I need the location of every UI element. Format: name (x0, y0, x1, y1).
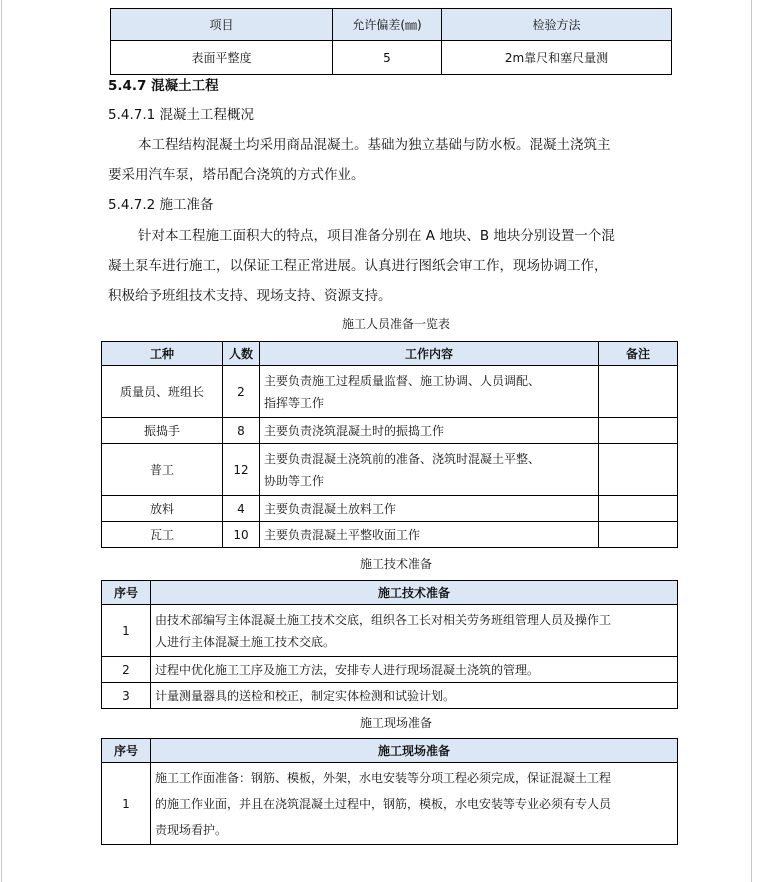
paragraph-line: 积极给予班组技术支持、现场支持、资源支持。 (108, 288, 392, 304)
table-cell: 8 (223, 418, 260, 444)
table-cell: 2m靠尺和塞尺量测 (442, 41, 672, 75)
paragraph-line: 针对本工程施工面积大的特点，项目准备分别在 A 地块、B 地块分别设置一个混 (138, 228, 615, 244)
table-caption: 施工技术准备 (360, 557, 433, 571)
cell-line: 主要负责施工过程质量监督、施工协调、人员调配、 (264, 373, 541, 388)
table-caption: 施工人员准备一览表 (342, 317, 451, 331)
cell-line: 施工工作面准备：钢筋、模板，外架，水电安装等分项工程必须完成，保证混凝土工程 (155, 770, 612, 785)
table-cell (151, 763, 678, 845)
cell-line: 由技术部编写主体混凝土施工技术交底，组织各工长对相关劳务班组管理人员及操作工 (155, 612, 612, 627)
table-row (102, 444, 678, 496)
header-tech-prep: 施工技术准备 (151, 581, 678, 605)
table-cell: 普工 (102, 444, 223, 496)
table-cell: 3 (102, 683, 151, 709)
cell-line: 指挥等工作 (264, 395, 325, 410)
table-cell: 过程中优化施工工序及施工方法，安排专人进行现场混凝土浇筑的管理。 (151, 657, 678, 683)
table-cell: 主要负责浇筑混凝土时的振捣工作 (260, 418, 599, 444)
table-cell: 10 (223, 522, 260, 548)
cell-line: 主要负责混凝土浇筑前的准备、浇筑时混凝土平整、 (264, 451, 541, 466)
table-row (102, 418, 678, 444)
table-cell: 振捣手 (102, 418, 223, 444)
header-tolerance: 允许偏差(㎜) (333, 9, 442, 41)
paragraph-line: 凝土泵车进行施工，以保证工程正常进展。认真进行图纸会审工作，现场协调工作， (108, 258, 608, 274)
paragraph-line: 要采用汽车泵，塔吊配合浇筑的方式作业。 (108, 167, 365, 183)
table-cell (599, 496, 678, 522)
table-row (102, 605, 678, 657)
table-cell: 2 (223, 366, 260, 418)
header-count: 人数 (223, 342, 260, 366)
table-row (102, 496, 678, 522)
table-row (102, 657, 678, 683)
table-cell: 主要负责混凝土平整收面工作 (260, 522, 599, 548)
cell-line: 人进行主体混凝土施工技术交底。 (155, 634, 336, 649)
table-cell (260, 444, 599, 496)
header-no: 序号 (102, 581, 151, 605)
table-cell: 主要负责混凝土放料工作 (260, 496, 599, 522)
table-cell: 瓦工 (102, 522, 223, 548)
header-remark: 备注 (599, 342, 678, 366)
header-item: 项目 (111, 9, 333, 41)
subsection-heading: 5.4.7.1 混凝土工程概况 (108, 107, 255, 123)
personnel-table (101, 341, 678, 548)
paragraph-line: 本工程结构混凝土均采用商品混凝土。基础为独立基础与防水板。混凝土浇筑主 (138, 137, 611, 153)
cell-line: 的施工作业面，并且在浇筑混凝土过程中，钢筋，模板，水电安装等专业必须有专人员 (155, 796, 612, 811)
table-caption: 施工现场准备 (360, 716, 433, 730)
table-cell: 表面平整度 (111, 41, 333, 75)
table-cell (599, 444, 678, 496)
table-cell: 5 (333, 41, 442, 75)
table-cell: 计量测量器具的送检和校正，制定实体检测和试验计划。 (151, 683, 678, 709)
table-cell: 1 (102, 605, 151, 657)
tolerance-table (110, 8, 672, 75)
cell-line: 协助等工作 (264, 473, 325, 488)
table-row (102, 522, 678, 548)
table-cell: 放料 (102, 496, 223, 522)
table-cell (260, 366, 599, 418)
table-cell: 12 (223, 444, 260, 496)
header-method: 检验方法 (442, 9, 672, 41)
header-no: 序号 (102, 739, 151, 763)
table-cell: 1 (102, 763, 151, 845)
header-site-prep: 施工现场准备 (151, 739, 678, 763)
table-row (102, 366, 678, 418)
table-cell (599, 522, 678, 548)
site-prep-table (101, 738, 678, 845)
table-cell (599, 418, 678, 444)
cell-line: 责现场看护。 (155, 822, 228, 837)
table-cell (599, 366, 678, 418)
table-row (102, 683, 678, 709)
table-cell: 质量员、班组长 (102, 366, 223, 418)
tech-prep-table (101, 580, 678, 709)
subsection-heading: 5.4.7.2 施工准备 (108, 197, 214, 213)
table-cell: 4 (223, 496, 260, 522)
table-cell (151, 605, 678, 657)
table-row (102, 763, 678, 845)
header-content: 工作内容 (260, 342, 599, 366)
header-type: 工种 (102, 342, 223, 366)
section-heading: 5.4.7 混凝土工程 (108, 78, 219, 94)
table-cell: 2 (102, 657, 151, 683)
